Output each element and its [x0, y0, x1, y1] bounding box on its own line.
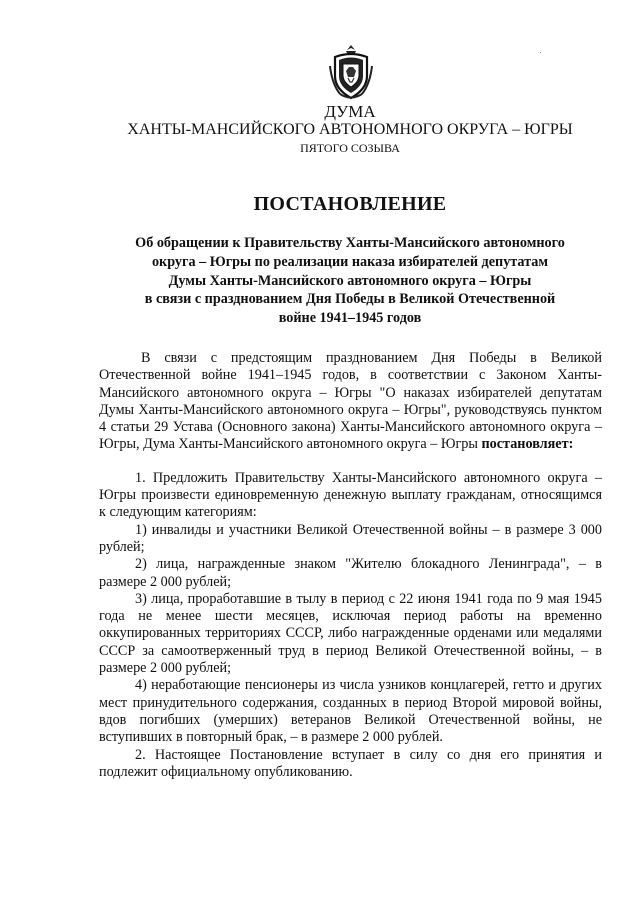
scan-speck [540, 52, 541, 53]
resolves-keyword: постановляет: [481, 436, 574, 453]
subject-line: Об обращении к Правительству Ханты-Мансийского автономного [135, 235, 565, 251]
subject-line: в связи с празднованием Дня Победы в Великой Отечественной [144, 291, 556, 308]
item-1: 1. Предложить Правительству Ханты-Мансийского автономного округа – Югры произвести единовременную денежную выплату гражданам, относящимся к следующим категориям: [99, 469, 602, 521]
subitem-3: 3) лица, проработавшие в тылу в период с 22 июня 1941 года по 9 мая 1945 года не менее шести месяцев, исключая период работы на временно оккупированных территориях СССР, либо награжденные орденами или медалями СССР за самоотверженный труд в период Великой Отечественной войны, – в размере 2 000 рублей; [99, 590, 602, 677]
subitem-2: 2) лица, награжденные знаком "Жителю блокадного Ленинграда", – в размере 2 000 рублей; [99, 556, 602, 590]
document-type-title: ПОСТАНОВЛЕНИЕ [253, 193, 447, 215]
document-body [99, 350, 602, 781]
org-name-line2: ХАНТЫ-МАНСИЙСКОГО АВТОНОМНОГО ОКРУГА – ЮГРЫ [127, 121, 573, 138]
preamble-text: В связи с предстоящим празднованием Дня Победы в Великой Отечественной войне 1941–1945 годов, в соответствии с Законом Ханты-Мансийского автономного округа – Югры "О наказах избирателей депутатам Думы Ханты-Мансийского автономного округа – Югры", руководствуясь пунктом 4 статьи 29 Устава (Основного закона) Ханты-Мансийского автономного округа – Югры, Дума Ханты-Мансийского автономного округа – Югры [99, 350, 602, 453]
preamble-paragraph [99, 350, 602, 454]
subject-line: войне 1941–1945 годов [278, 310, 422, 327]
subject-line: округа – Югры по реализации наказа избирателей депутатам [151, 253, 549, 270]
item-2: 2. Настоящее Постановление вступает в силу со дня его принятия и подлежит официальному опубликованию. [99, 746, 602, 780]
subitem-4: 4) неработающие пенсионеры из числа узников концлагерей, гетто и других мест принудительного содержания, созданных в период Второй мировой войны, вдов погибших (умерших) ветеранов Великой Отечественной войны, не вступивших в повторный брак, – в размере 2 000 рублей. [99, 677, 602, 746]
coat-of-arms-emblem [326, 42, 376, 102]
document-subject [100, 234, 600, 328]
subject-line: Думы Ханты-Мансийского автономного округа – Югры [168, 272, 532, 289]
org-name-line1: ДУМА [324, 102, 376, 121]
subitem-1: 1) инвалиды и участники Великой Отечественной войны – в размере 3 000 рублей; [99, 521, 602, 555]
convocation-line: ПЯТОГО СОЗЫВА [300, 141, 400, 155]
